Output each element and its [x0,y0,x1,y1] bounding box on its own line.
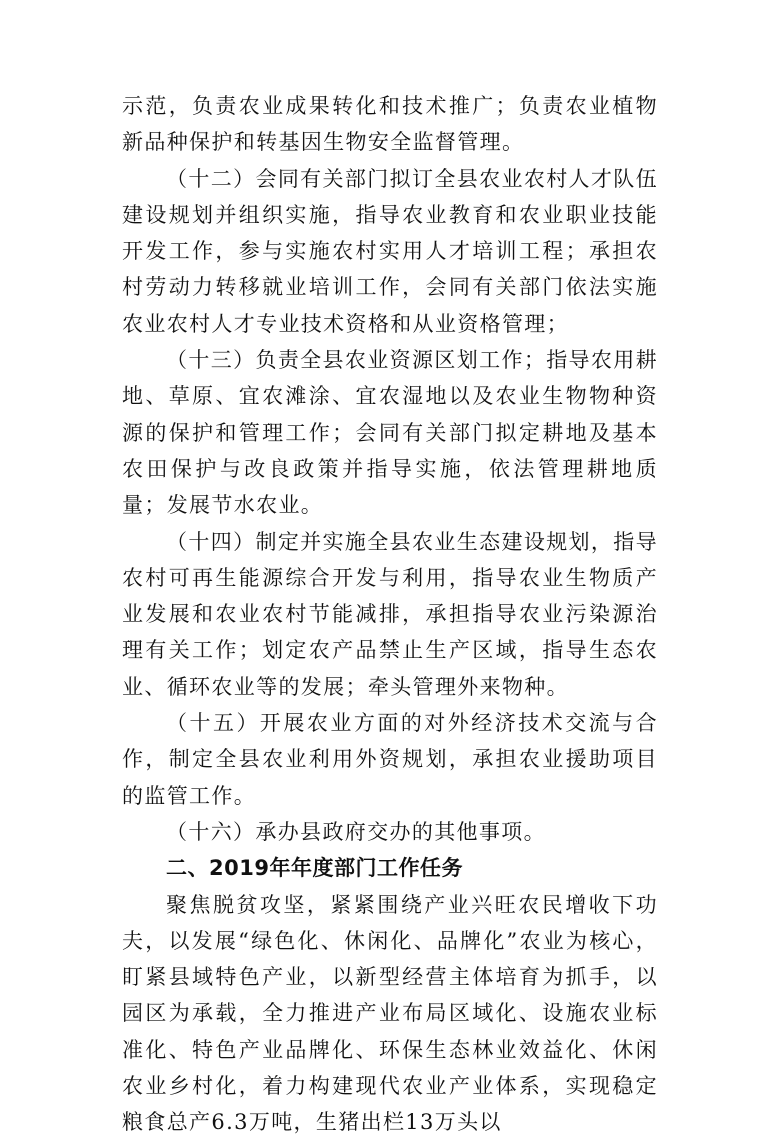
paragraph-item-12: （十二）会同有关部门拟订全县农业农村人才队伍建设规划并组织实施，指导农业教育和农业职业技能开发工作，参与实施农村实用人才培训工程；承担农村劳动力转移就业培训工作，会同有关部门依法实施农业农村人才专业技术资格和从业资格管理； [122,166,658,336]
paragraph-continuation: 示范，负责农业成果转化和技术推广；负责农业植物新品种保护和转基因生物安全监督管理。 [122,94,658,155]
paragraph-item-15: （十五）开展农业方面的对外经济技术交流与合作，制定全县农业利用外资规划，承担农业援助项目的监管工作。 [122,711,658,808]
paragraph-item-16: （十六）承办县政府交办的其他事项。 [166,819,546,844]
paragraph-item-14: （十四）制定并实施全县农业生态建设规划，指导农村可再生能源综合开发与利用，指导农业生物质产业发展和农业农村节能减排，承担指导农业污染源治理有关工作；划定农产品禁止生产区域，指导生态农业、循环农业等的发展；牵头管理外来物种。 [122,529,658,699]
document-body [122,88,658,1141]
paragraph-work-tasks: 聚焦脱贫攻坚，紧紧围绕产业兴旺农民增收下功夫，以发展“绿色化、休闲化、品牌化”农业为核心，盯紧县域特色产业，以新型经营主体培育为抓手，以园区为承载，全力推进产业布局区域化、设施农业标准化、特色产业品牌化、环保生态林业效益化、休闲农业乡村化，着力构建现代农业产业体系，实现稳定粮食总产6.3万吨，生猪出栏13万头以 [122,892,658,1135]
paragraph-item-13: （十三）负责全县农业资源区划工作；指导农用耕地、草原、宜农滩涂、宜农湿地以及农业生物物种资源的保护和管理工作；会同有关部门拟定耕地及基本农田保护与改良政策并指导实施，依法管理耕地质量；发展节水农业。 [122,348,658,518]
section-heading: 二、2019年年度部门工作任务 [166,856,463,881]
